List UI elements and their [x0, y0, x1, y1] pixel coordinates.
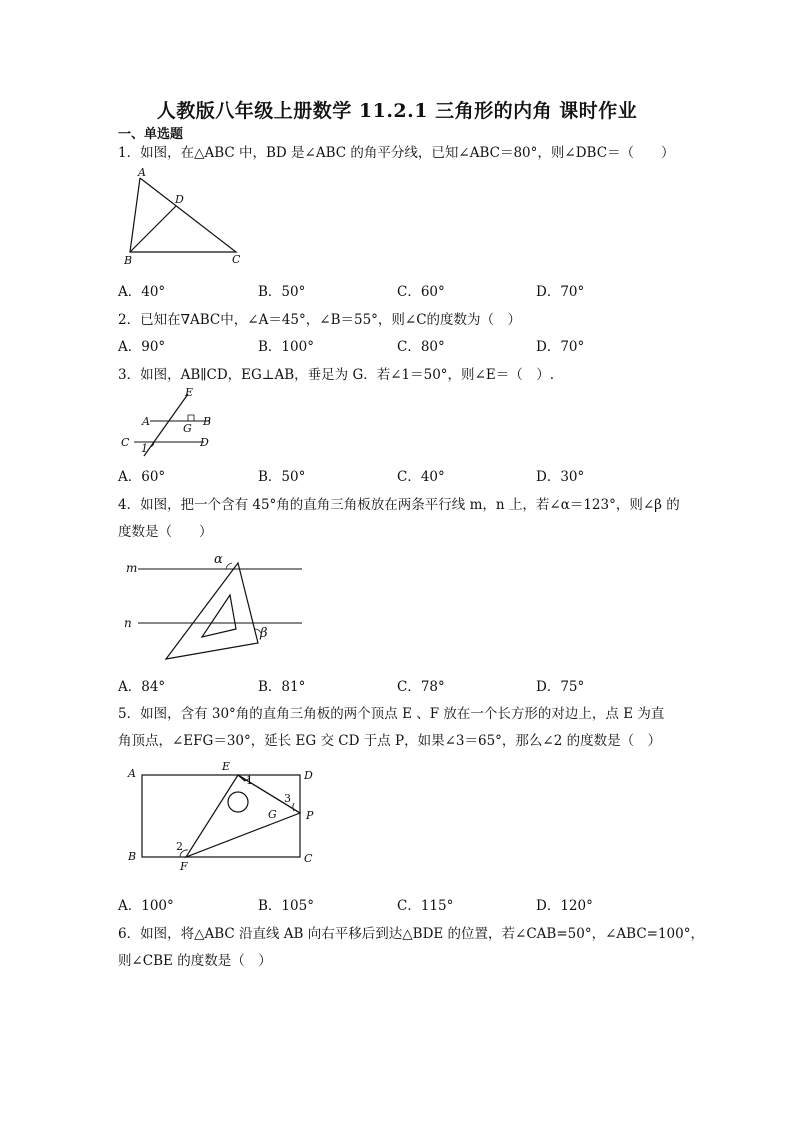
option-c[interactable]: C．40°: [397, 469, 445, 485]
q4-label-beta: β: [260, 626, 268, 641]
option-d[interactable]: D．70°: [536, 339, 585, 355]
q1-label-d: D: [175, 193, 184, 206]
question-1-stem: 1．如图，在△ABC 中，BD 是∠ABC 的角平分线，已知∠ABC＝80°，则∠DBC＝（ ）: [118, 145, 675, 161]
option-d[interactable]: D．30°: [536, 469, 585, 485]
q4-label-alpha: α: [214, 552, 223, 567]
option-d[interactable]: D．70°: [536, 284, 585, 300]
question-4-stem-line2: 度数是（ ）: [118, 524, 213, 540]
q5-label-e: E: [222, 760, 231, 773]
option-d[interactable]: D．75°: [536, 679, 585, 695]
option-b[interactable]: B．50°: [258, 284, 306, 300]
option-c[interactable]: C．78°: [397, 679, 445, 695]
q5-label-3: 3: [284, 792, 291, 805]
q3-label-e: E: [185, 386, 194, 399]
q5-label-b: B: [128, 850, 137, 863]
q1-label-a: A: [138, 166, 146, 179]
q5-label-2: 2: [176, 840, 183, 853]
option-b[interactable]: B．105°: [258, 898, 314, 914]
option-a[interactable]: A．90°: [118, 339, 166, 355]
q5-label-c: C: [304, 852, 313, 865]
q3-label-1: 1: [141, 442, 148, 455]
q3-label-c: C: [121, 436, 130, 449]
option-a[interactable]: A．40°: [118, 284, 166, 300]
question-4-figure: [118, 545, 308, 665]
q5-label-1: 1: [246, 774, 253, 787]
q3-label-a: A: [142, 415, 150, 428]
option-d[interactable]: D．120°: [536, 898, 593, 914]
option-b[interactable]: B．81°: [258, 679, 306, 695]
q4-label-m: m: [126, 561, 138, 575]
question-5-stem-line1: 5．如图，含有 30°角的直角三角板的两个顶点 E 、F 放在一个长方形的对边上，点 E 为直: [118, 706, 665, 722]
question-2-stem: 2．已知在∇ABC中，∠A＝45°，∠B＝55°，则∠C的度数为（ ）: [118, 312, 522, 328]
q3-label-d: D: [200, 436, 209, 449]
section-heading: 一、单选题: [118, 127, 184, 142]
q5-label-p: P: [306, 809, 314, 822]
q5-label-a: A: [128, 767, 136, 780]
option-c[interactable]: C．80°: [397, 339, 445, 355]
page-title: 人教版八年级上册数学 11.2.1 三角形的内角 课时作业: [156, 100, 638, 122]
question-3-stem: 3．如图，AB∥CD，EG⊥AB，垂足为 G．若∠1＝50°，则∠E＝（ ）.: [118, 367, 555, 383]
q3-label-g: G: [183, 422, 192, 435]
question-3-figure: [118, 386, 228, 458]
q5-label-g: G: [268, 808, 277, 821]
option-c[interactable]: C．60°: [397, 284, 445, 300]
option-a[interactable]: A．60°: [118, 469, 166, 485]
question-1-figure: [118, 164, 248, 270]
q5-label-d: D: [304, 769, 313, 782]
q3-label-b: B: [203, 415, 212, 428]
question-5-stem-line2: 角顶点，∠EFG＝30°，延长 EG 交 CD 于点 P，如果∠3＝65°，那么∠2 的度数是（ ）: [118, 733, 662, 749]
option-a[interactable]: A．84°: [118, 679, 166, 695]
question-6-stem-line2: 则∠CBE 的度数是（ ）: [118, 953, 272, 969]
option-a[interactable]: A．100°: [118, 898, 174, 914]
q1-label-b: B: [124, 254, 133, 267]
question-5-figure: [118, 758, 328, 878]
question-4-stem-line1: 4．如图，把一个含有 45°角的直角三角板放在两条平行线 m，n 上，若∠α＝123°，则∠β 的: [118, 497, 680, 513]
option-b[interactable]: B．50°: [258, 469, 306, 485]
q5-label-f: F: [180, 860, 188, 873]
option-c[interactable]: C．115°: [397, 898, 454, 914]
question-6-stem-line1: 6．如图，将△ABC 沿直线 AB 向右平移后到达△BDE 的位置，若∠CAB=50°，∠ABC=100°，: [118, 926, 704, 942]
option-b[interactable]: B．100°: [258, 339, 314, 355]
q4-label-n: n: [124, 616, 132, 630]
q1-label-c: C: [232, 253, 241, 266]
